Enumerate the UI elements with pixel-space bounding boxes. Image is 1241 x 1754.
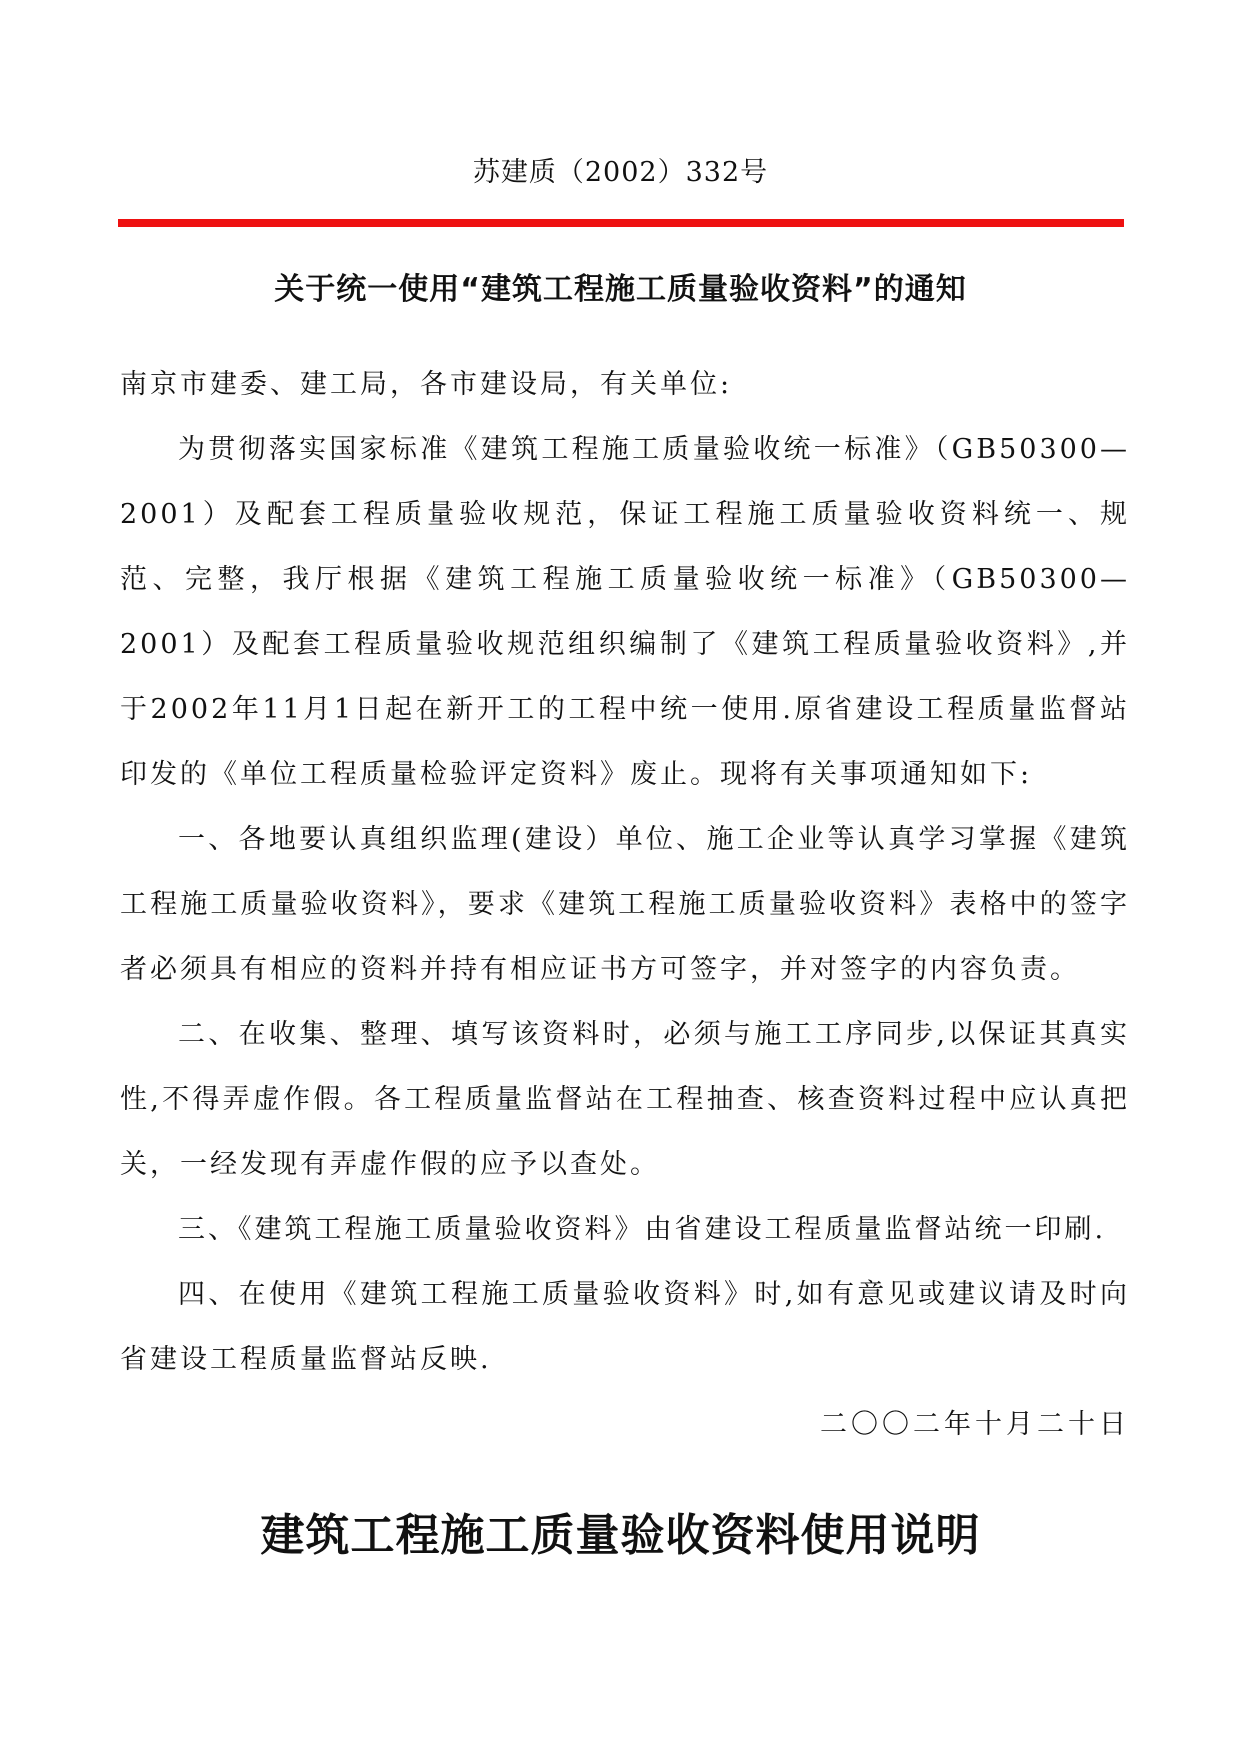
- body-paragraph: 为贯彻落实国家标准《建筑工程施工质量验收统一标准》（GB50300—2001）及配套工程质量验收规范，保证工程施工质量验收资料统一、规范、完整，我厅根据《建筑工程施工质量验收统一标准》（GB50300—2001）及配套工程质量验收规范组织编制了《建筑工程质量验收资料》,并于2002年11月1日起在新开工的工程中统一使用.原省建设工程质量监督站印发的《单位工程质量检验评定资料》废止。现将有关事项通知如下:: [120, 434, 1130, 790]
- item-three-paragraph: 三、《建筑工程施工质量验收资料》由省建设工程质量监督站统一印刷.: [178, 1214, 1107, 1245]
- item-four-paragraph: 四、在使用《建筑工程施工质量验收资料》时,如有意见或建议请及时向省建设工程质量监督站反映.: [120, 1279, 1130, 1375]
- issue-date: 二〇〇二年十月二十日: [820, 1409, 1130, 1440]
- addressee-line: 南京市建委、建工局，各市建设局，有关单位:: [120, 369, 733, 400]
- notice-title: 关于统一使用“建筑工程施工质量验收资料”的通知: [274, 272, 967, 307]
- section-title: 建筑工程施工质量验收资料使用说明: [260, 1510, 981, 1561]
- item-two-paragraph: 二、在收集、整理、填写该资料时，必须与施工工序同步,以保证其真实性,不得弄虚作假。各工程质量监督站在工程抽查、核查资料过程中应认真把关，一经发现有弄虚作假的应予以查处。: [120, 1019, 1130, 1180]
- item-one-paragraph: 一、各地要认真组织监理(建设）单位、施工企业等认真学习掌握《建筑工程施工质量验收资料》，要求《建筑工程施工质量验收资料》表格中的签字者必须具有相应的资料并持有相应证书方可签字，并对签字的内容负责。: [120, 824, 1130, 985]
- notice-body: [120, 352, 1130, 1457]
- red-header-rule: [118, 219, 1124, 227]
- document-number: 苏建质（2002）332号: [472, 157, 769, 188]
